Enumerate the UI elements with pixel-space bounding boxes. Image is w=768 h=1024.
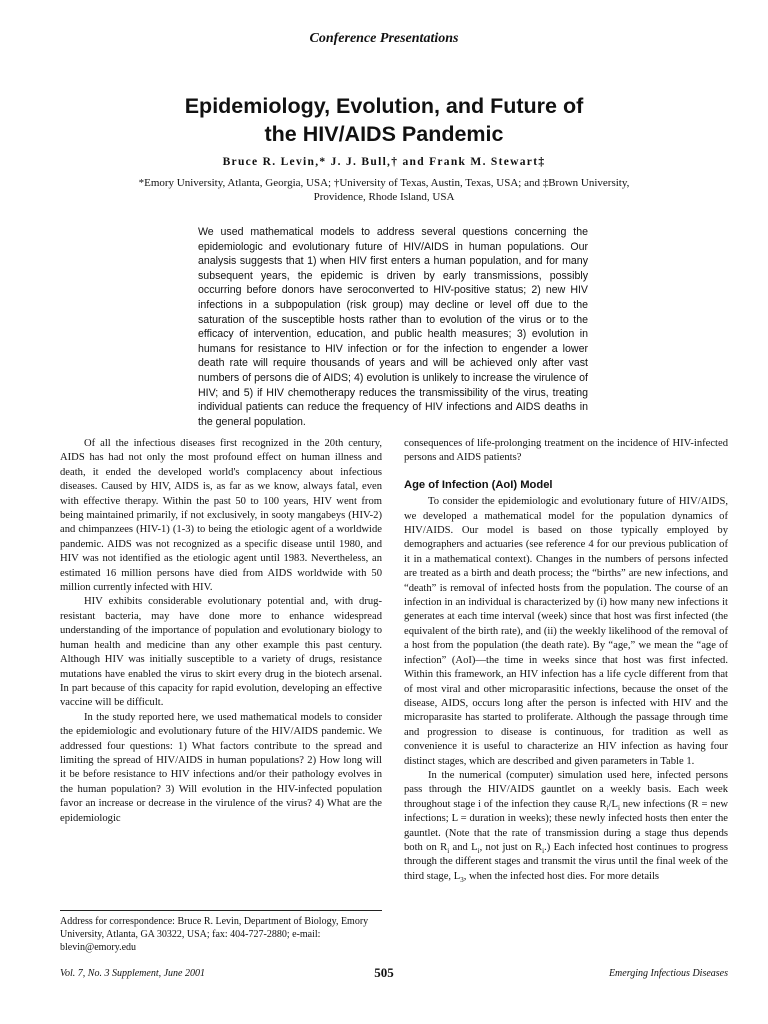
text-run: new infections (R = new infections; L = duration in weeks); these newly infected hosts then enter the gauntlet. (Note that the rate of transmission during a stage thus depends both on R — [404, 798, 728, 853]
body-paragraph: To consider the epidemiologic and evolutionary future of HIV/AIDS, we developed a mathematical model for the population dynamics of HIV/AIDS. Our model is based on those typically employed by demographers and actuaries (see reference 4 for our previous publication of it in a mathematical context). Changes in the numbers of persons infected are treated as a birth and death process; the “births” are new infections, and “death” is removal of infected hosts from the population. The course of an infection in an individual is characterized by (i) how many new infections it generates at each time interval (week) since that host was first infected (the equivalent of the birth rate), and (ii) the weekly likelihood of the removal of a host from the population (the death rate). By “age,” we mean the “age of infection” (AoI)—the time in weeks since that host was first infected. Within this framework, an HIV infection has a life cycle different from that of most viral and other microparasitic infections, because the onset of the disease, AIDS, occurs long after the person is infected with HIV and the microparasite has started to proliferate. Although the passage through time and progression to disease is continuous, for tradition as well as convenience it is useful to characterize an HIV infection as having four distinct stages, which are described and given parameters in Table 1. — [404, 496, 728, 767]
subscript: i — [542, 847, 545, 856]
section-label: Conference Presentations — [309, 31, 459, 46]
subscript: i — [447, 847, 450, 856]
body-paragraph — [404, 769, 728, 884]
text-run: , not just on R — [479, 841, 543, 853]
body-paragraph: In the study reported here, we used mathematical models to consider the epidemiologic and evolutionary future of the HIV/AIDS pandemic. We addressed four questions: 1) What factors contribute to the spread and limiting the spread of HIV/AIDS in human populations? 2) How long will it be before resistance to HIV infections and/or their pathology evolves in the human population? 3) Will evolution in the HIV-infected population favor an increase or decrease in the virulence of the virus? 4) What are the epidemiologic — [60, 711, 382, 824]
correspondence-note: Address for correspondence: Bruce R. Levin, Department of Biology, Emory University, Atlanta, GA 30322, USA; fax: 404-727-2880; e-mail: blevin@emory.edu — [60, 916, 369, 953]
article-title — [0, 92, 768, 148]
text-run: In the numerical (computer) simulation used here, infected persons pass through the HIV/AIDS gauntlet on a weekly basis. Each week throughout stage i of the infection they cause R — [404, 769, 728, 810]
author-list: Bruce R. Levin,* J. J. Bull,† and Frank M. Stewart‡ — [222, 156, 546, 168]
text-run: /L — [608, 798, 618, 810]
subscript: i — [477, 847, 480, 856]
page-number: 505 — [374, 965, 394, 980]
affiliations: *Emory University, Atlanta, Georgia, USA; †University of Texas, Austin, Texas, USA; and ‡Brown University, Providence, Rhode Island, USA — [138, 177, 630, 203]
abstract: We used mathematical models to address several questions concerning the epidemiologic and evolutionary future of HIV/AIDS in human populations. Our analysis suggests that 1) when HIV first enters a human population, and for many subsequent years, the epidemic is driven by early transmissions, possibly occurring before donors have seroconverted to HIV-positive status; 2) new HIV infections in a subpopulation (risk group) may decline or level off due to the saturation of the susceptible hosts rather than to evolution of the virus or to the efficacy of intervention, education, and public health measures; 3) evolution in humans for resistance to HIV infection or for the infection to engender a lower death rate will require thousands of years and will be achieved only after vast numbers of persons die of AIDS; 4) evolution is unlikely to increase the virulence of HIV; and 5) if HIV chemotherapy reduces the transmissibility of the virus, treating individual patients can reduce the frequency of HIV infections and AIDS deaths in the general population. — [198, 226, 588, 428]
footnote-divider — [60, 910, 382, 911]
body-paragraph: HIV exhibits considerable evolutionary potential and, with drug-resistant bacteria, may have done more to enhance widespread understanding of the importance of population and evolutionary biology to human health and medicine than any other example this past century. Although HIV was initially susceptible to a variety of drugs, resistance mutations have enabled the virus to skirt every drug in the biotech arsenal. In part because of this capacity for rapid evolution, developing an effective vaccine will be difficult. — [60, 596, 382, 709]
text-run: and L — [449, 841, 478, 853]
subscript: i — [606, 803, 609, 812]
body-paragraph: Of all the infectious diseases first recognized in the 20th century, AIDS has had not only the most profound effect on human illness and death, it ended the developed world's complacency about infectious diseases. Caused by HIV, AIDS is, as far as we know, always fatal, even with effective therapy. Within the past 50 to 100 years, HIV went from being maintained primarily, if not exclusively, in sooty mangabeys (HIV-2) and chimpanzees (HIV-1) (1-3) to being the etiologic agent of a worldwide pandemic. AIDS was not recognized as a specific disease until 1980, and HIV was not identified as the etiologic agent until 1983. Nevertheless, an estimated 16 million persons have died from AIDS worldwide with 50 million currently infected with HIV. — [60, 438, 382, 594]
text-run: , when the infected host dies. For more details — [463, 870, 660, 882]
footer-journal: Emerging Infectious Diseases — [608, 968, 728, 979]
subscript: i — [617, 803, 620, 812]
title-line-1: Epidemiology, Evolution, and Future of — [184, 94, 584, 118]
section-heading: Age of Infection (AoI) Model — [404, 478, 553, 491]
subscript: 3 — [460, 875, 464, 884]
right-column — [404, 437, 728, 884]
body-paragraph: consequences of life-prolonging treatment on the incidence of HIV-infected persons and AIDS patients? — [404, 438, 728, 464]
title-line-2: the HIV/AIDS Pandemic — [264, 122, 504, 146]
footer-volume: Vol. 7, No. 3 Supplement, June 2001 — [60, 968, 205, 979]
text-run: .) Each infected host continues to progress through the different stages and transmit the virus until the final week of the third stage, L — [404, 841, 728, 882]
left-column — [60, 437, 382, 826]
